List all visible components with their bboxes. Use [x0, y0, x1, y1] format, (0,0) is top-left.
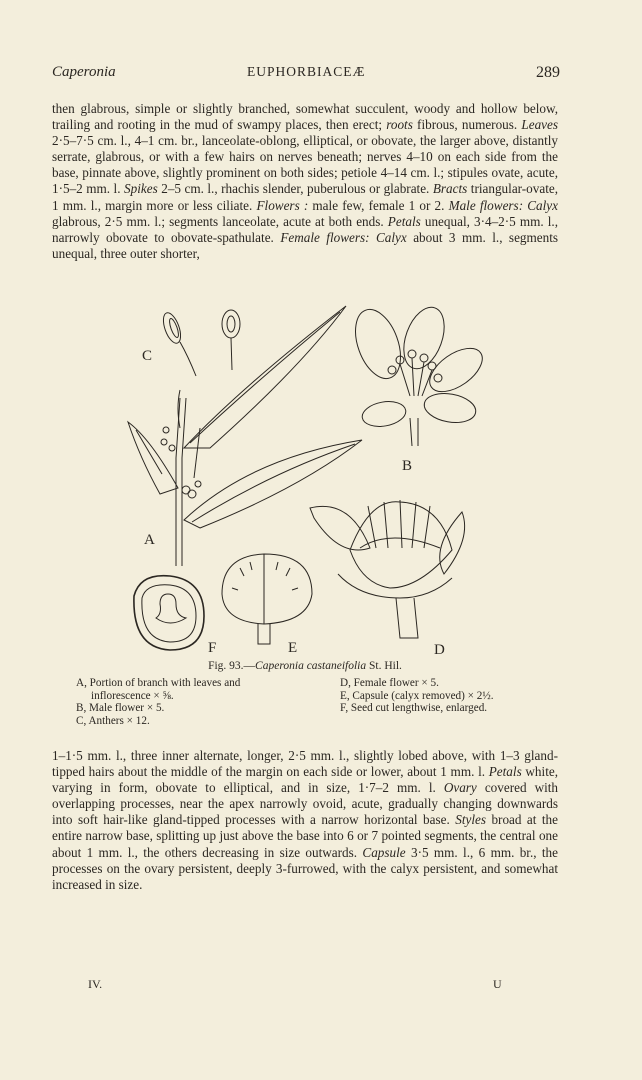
volume-mark: IV. — [88, 977, 103, 991]
label-c: C — [142, 348, 153, 364]
header-genus: Caperonia — [52, 64, 116, 80]
branch-drawing — [128, 306, 362, 566]
figure-caption: Fig. 93.—Caperonia castaneifolia St. Hil. — [208, 660, 402, 672]
seed-drawing — [134, 576, 204, 650]
female-flower-drawing — [310, 500, 465, 638]
figure-legend-right — [340, 677, 570, 715]
header-family: EUPHORBIACEÆ — [247, 64, 366, 79]
label-a: A — [144, 532, 155, 548]
legend-item: E, Capsule (calyx removed) × 2½. — [340, 689, 494, 702]
description-paragraph-bottom: 1–1·5 mm. l., three inner alternate, longer, 2·5 mm. l., slightly lobed above, with 1–3 gland-tipped hairs about the middle of the margin on each side or lower, about 1 mm. l. Petals white, varying in form, obovate to elliptical, and in size, 1·7–2 mm. l. Ovary covered with overlapping processes, near the apex narrowly ovoid, acute, gradually changing downwards into soft hair-like gland-tipped processes with a narrow horizontal base. Styles broad at the entire narrow base, splitting up just above the base into 6 or 7 pointed segments, the central one about 1 mm. l., the others decreasing in size outwards. Capsule 3·5 mm. l., 6 mm. br., the processes on the ovary persistent, deeply 3-furrowed, with the calyx persistent, and somewhat increased in size. — [52, 748, 559, 892]
description-paragraph-top: then glabrous, simple or slightly branched, somewhat succulent, woody and hollow below, trailing and rooting in the mud of swampy places, then erect; roots fibrous, numerous. Leaves 2·5–7·5 cm. l., 4–1 cm. br., lanceolate-oblong, elliptical, or obovate, the larger above, distantly serrate, glabrous, or with a few hairs on nerves beneath; nerves 4–10 on each side from the base, pinnate above, slightly prominent on both sides; petiole 4–14 cm. l.; stipules ovate, acute, 1·5–2 mm. l. Spikes 2–5 cm. l., rhachis slender, puberulous or glabrate. Bracts triangular-ovate, 1 mm. l., margin more or less ciliate. Flowers : male few, female 1 or 2. Male flowers: Calyx glabrous, 2·5 mm. l.; segments lanceolate, acute at both ends. Petals unequal, 3·4–2·5 mm. l., narrowly obovate to obovate-spathulate. Female flowers: Calyx about 3 mm. l., segments unequal, three outer shorter, — [52, 101, 559, 261]
label-e: E — [288, 640, 298, 656]
legend-item: inflorescence × ⅝. — [91, 689, 174, 702]
page-number: 289 — [536, 64, 560, 81]
capsule-drawing — [222, 554, 312, 644]
legend-item: B, Male flower × 5. — [76, 702, 165, 715]
figure-legend-left — [76, 677, 326, 727]
label-f: F — [208, 640, 217, 656]
male-flower-drawing — [347, 302, 490, 446]
legend-item: A, Portion of branch with leaves and — [76, 677, 241, 689]
running-header — [52, 64, 560, 86]
label-b: B — [402, 458, 413, 474]
legend-item: F, Seed cut lengthwise, enlarged. — [340, 702, 488, 715]
label-d: D — [434, 642, 445, 658]
legend-item: D, Female flower × 5. — [340, 677, 439, 689]
signature-mark: U — [493, 977, 502, 991]
legend-item: C, Anthers × 12. — [76, 714, 150, 727]
botanical-illustration — [100, 298, 500, 658]
anthers-drawing — [160, 310, 240, 376]
